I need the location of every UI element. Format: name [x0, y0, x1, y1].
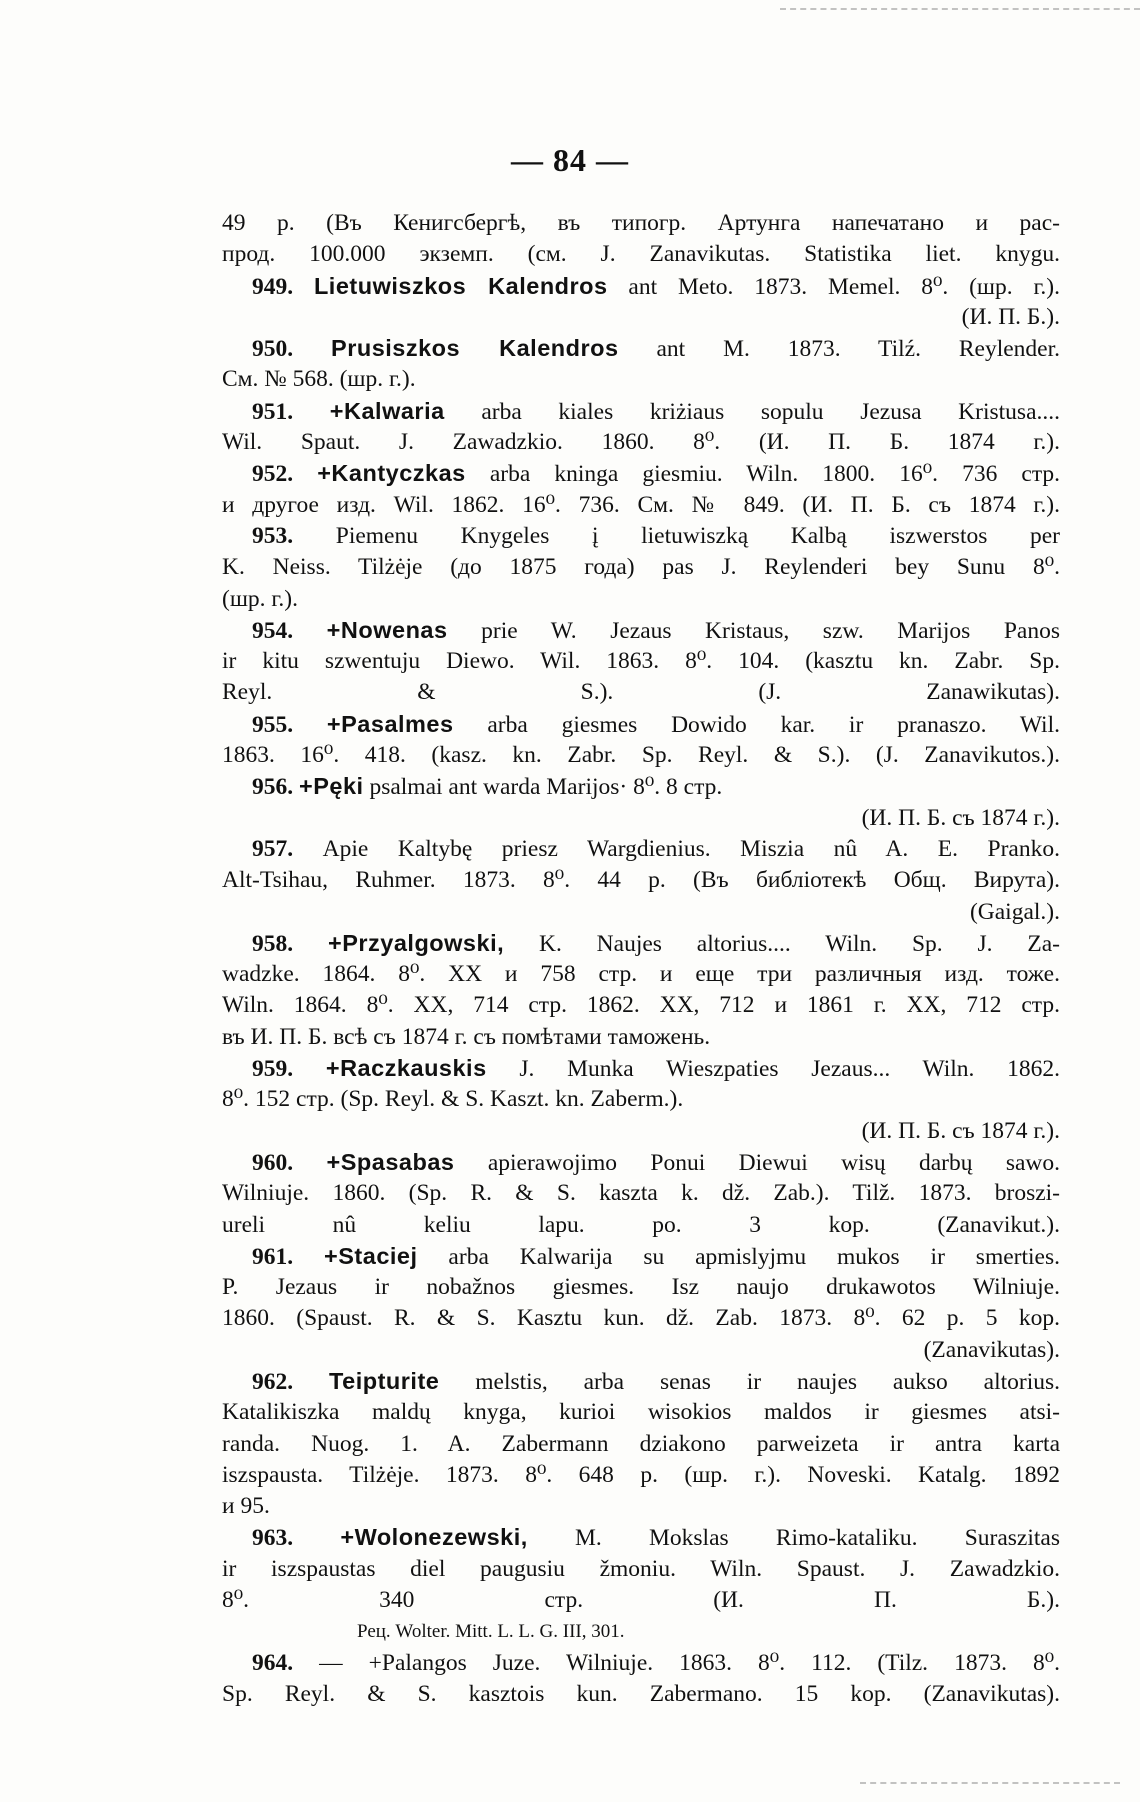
- text-line: [222, 1335, 1060, 1366]
- text-line: [222, 990, 1060, 1021]
- line-text: arba giesmes Dowido kar. ir pranaszo. Wil.: [453, 711, 1060, 738]
- line-text: 1860. (Spaust. R. & S. Kasztu kun. dž. Zab. 1873. 8⁰. 62 p. 5 kop.: [222, 1305, 1060, 1332]
- entry-title: Prusiszkos Kalendros: [331, 335, 619, 362]
- entry-number: 961.: [252, 1243, 325, 1270]
- line-text: 1863. 16⁰. 418. (kasz. kn. Zabr. Sp. Reyl. & S.). (J. Zanavikutos.).: [222, 742, 1060, 769]
- text-line: [222, 740, 1060, 771]
- entry-line: [222, 1053, 1060, 1084]
- text-line: [222, 1303, 1060, 1334]
- entry-line: [222, 709, 1060, 740]
- line-text: прод. 100.000 экземп. (см. J. Zanavikutas. Statistika liet. knygu.: [222, 241, 1060, 268]
- line-text: K. Neiss. Tilżėje (до 1875 года) pas J. Reylenderi bey Sunu 8⁰.: [222, 554, 1060, 581]
- entry-line: [222, 521, 1060, 552]
- text-line: [222, 1616, 1060, 1647]
- entry-line: [222, 458, 1060, 489]
- text-line: [222, 1679, 1060, 1710]
- text-line: [222, 1585, 1060, 1616]
- text-line: [222, 959, 1060, 990]
- entry-line: [222, 1147, 1060, 1178]
- line-text: (И. П. Б. съ 1874 г.).: [861, 804, 1060, 831]
- text-line: [222, 1460, 1060, 1491]
- line-text: Katalikiszka maldų knyga, kurioi wisokios maldos ir giesmes atsi-: [222, 1399, 1060, 1426]
- entry-number: 952.: [252, 461, 318, 488]
- text-line: [222, 1022, 1060, 1053]
- line-text: Sp. Reyl. & S. kasztois kun. Zabermano. 15 kop. (Zanavikutas).: [222, 1680, 1060, 1707]
- entry-line: [222, 333, 1060, 364]
- line-text: 8⁰. 340 стр. (И. П. Б.).: [222, 1587, 1060, 1614]
- line-text: apierawojimo Ponui Diewui wisų darbų sawo.: [454, 1149, 1060, 1176]
- entry-title: +Raczkauskis: [325, 1055, 487, 1082]
- entry-line: [222, 1648, 1060, 1679]
- entry-line: [222, 615, 1060, 646]
- line-text: — +Palangos Juze. Wilniuje. 1863. 8⁰. 112. (Tilz. 1873. 8⁰.: [319, 1649, 1060, 1676]
- line-text: ir kitu szwentuju Diewo. Wil. 1863. 8⁰. 104. (kasztu kn. Zabr. Sp.: [222, 648, 1060, 675]
- page-number: — 84 —: [511, 142, 629, 178]
- text-line: [222, 302, 1060, 333]
- entry-number: 962.: [252, 1368, 330, 1395]
- entry-number: 953.: [252, 522, 336, 549]
- entry-title: +Kalwaria: [329, 397, 445, 424]
- text-line: [222, 364, 1060, 395]
- line-text: ant Meto. 1873. Memel. 8⁰. (шр. г.).: [607, 273, 1060, 300]
- line-text: wadzke. 1864. 8⁰. XX и 758 стр. и еще три различныя изд. тоже.: [222, 961, 1060, 988]
- line-text: 49 p. (Въ Кенигсбергѣ, въ типогр. Артунга напечатано и рас-: [222, 210, 1060, 236]
- entry-number: 963.: [252, 1525, 341, 1552]
- line-text: psalmai ant warda Marijos· 8⁰. 8 стр.: [363, 774, 723, 801]
- entry-number: 957.: [252, 835, 323, 862]
- entry-title: +Pęki: [299, 773, 364, 800]
- entry-line: [222, 928, 1060, 959]
- line-text: randa. Nuog. 1. A. Zabermann dziakono parweizeta ir antra karta: [222, 1430, 1060, 1457]
- text-line: [222, 239, 1060, 270]
- entry-line: [222, 271, 1060, 302]
- line-text: Wilniuje. 1860. (Sp. R. & S. kaszta k. dž. Zab.). Tilž. 1873. broszi-: [222, 1180, 1060, 1207]
- line-text: Wil. Spaut. J. Zawadzkio. 1860. 8⁰. (И. П. Б. 1874 г.).: [222, 429, 1060, 456]
- text-line: [222, 490, 1060, 521]
- line-text: Reyl. & S.). (J. Zanawikutas).: [222, 679, 1060, 706]
- entry-number: 954.: [252, 617, 327, 644]
- line-text: K. Naujes altorius.... Wiln. Sp. J. Za-: [504, 930, 1060, 957]
- entry-number: 951.: [252, 398, 330, 425]
- line-text: ureli nû keliu lapu. po. 3 kop. (Zanavikut.).: [222, 1211, 1060, 1238]
- line-text: arba Kalwarija su apmislyjmu mukos ir smerties.: [417, 1243, 1060, 1270]
- text-line: [222, 1491, 1060, 1522]
- text-line: [222, 677, 1060, 708]
- line-text: 8⁰. 152 стр. (Sp. Reyl. & S. Kaszt. kn. Zaberm.).: [222, 1086, 684, 1113]
- entry-title: +Staciej: [324, 1242, 418, 1269]
- entry-number: 949.: [252, 273, 314, 300]
- entry-number: 958.: [252, 930, 328, 957]
- line-text: (шр. г.).: [222, 585, 298, 612]
- text-line: [222, 646, 1060, 677]
- line-text: Рец. Wolter. Mitt. L. L. G. III, 301.: [357, 1621, 625, 1643]
- scan-edge-top: [780, 0, 1140, 10]
- entry-line: [222, 834, 1060, 865]
- entry-number: 956.: [252, 774, 299, 801]
- line-text: P. Jezaus ir nobažnos giesmes. Isz naujo drukawotos Wilniuje.: [222, 1274, 1060, 1301]
- text-line: [222, 1429, 1060, 1460]
- text-line: [222, 584, 1060, 615]
- text-line: [222, 1554, 1060, 1585]
- line-text: (Zanavikutas).: [923, 1336, 1060, 1363]
- entry-number: 950.: [252, 336, 332, 363]
- entry-title: +Kantyczkas: [317, 460, 466, 487]
- entry-title: +Spasabas: [326, 1148, 455, 1175]
- text-line: [222, 1084, 1060, 1115]
- line-text: J. Munka Wieszpaties Jezaus... Wiln. 1862.: [486, 1056, 1060, 1083]
- text-line: [222, 1210, 1060, 1241]
- entry-title: +Nowenas: [326, 616, 448, 643]
- line-text: Piemenu Knygeles į lietuwiszką Kalbą iszwerstos per: [335, 522, 1060, 549]
- entry-line: [222, 771, 1060, 802]
- entry-title: +Wolonezewski,: [340, 1524, 528, 1551]
- text-line: [222, 427, 1060, 458]
- text-line: [222, 865, 1060, 896]
- line-text: и другое изд. Wil. 1862. 16⁰. 736. См. № 849. (И. П. Б. съ 1874 г.).: [222, 491, 1060, 518]
- text-line: [222, 1272, 1060, 1303]
- entry-title: +Pasalmes: [326, 710, 454, 737]
- text-line: [222, 803, 1060, 834]
- line-text: ir iszspaustas diel paugusiu žmoniu. Wiln. Spaust. J. Zawadzkio.: [222, 1555, 1060, 1582]
- line-text: prie W. Jezaus Kristaus, szw. Marijos Panos: [447, 617, 1060, 644]
- entry-number: 959.: [252, 1056, 326, 1083]
- line-text: Alt-Tsihau, Ruhmer. 1873. 8⁰. 44 p. (Въ библіотекѣ Общ. Вирута).: [222, 867, 1060, 894]
- entry-line: [222, 1241, 1060, 1272]
- line-text: Wiln. 1864. 8⁰. XX, 714 стр. 1862. XX, 712 и 1861 г. XX, 712 стр.: [222, 992, 1060, 1019]
- line-text: (И. П. Б. съ 1874 г.).: [861, 1117, 1060, 1144]
- entry-number: 955.: [252, 711, 327, 738]
- line-text: (Gaigal.).: [969, 898, 1060, 925]
- line-text: въ И. П. Б. всѣ съ 1874 г. съ помѣтами таможень.: [222, 1023, 711, 1050]
- line-text: (И. П. Б.).: [961, 303, 1060, 330]
- entry-title: Lietuwiszkos Kalendros: [313, 272, 608, 299]
- entry-number: 960.: [252, 1149, 327, 1176]
- text-line: [222, 552, 1060, 583]
- line-text: arba kiales kriżiaus sopulu Jezusa Kristusa....: [444, 398, 1060, 425]
- entry-title: +Przyalgowski,: [327, 929, 505, 956]
- line-text: Apie Kaltybę priesz Wargdienius. Miszia nû A. E. Pranko.: [322, 835, 1060, 862]
- line-text: и 95.: [222, 1493, 270, 1520]
- line-text: ant M. 1873. Tilź. Reylender.: [618, 336, 1060, 363]
- text-line: [222, 897, 1060, 928]
- line-text: iszspausta. Tilżėje. 1873. 8⁰. 648 p. (шр. г.). Noveski. Katalg. 1892: [222, 1461, 1060, 1488]
- line-text: melstis, arba senas ir naujes aukso altorius.: [439, 1368, 1060, 1395]
- line-text: M. Mokslas Rimo-kataliku. Suraszitas: [527, 1525, 1060, 1552]
- line-text: arba kninga giesmiu. Wiln. 1800. 16⁰. 736 стр.: [465, 461, 1060, 488]
- entry-title: Teipturite: [329, 1367, 440, 1394]
- entry-line: [222, 1522, 1060, 1553]
- line-text: См. № 568. (шр. г.).: [222, 366, 416, 393]
- text-line: [222, 208, 1060, 239]
- text-body: [222, 208, 1060, 1710]
- entry-number: 964.: [252, 1649, 320, 1676]
- scan-edge-bottom: [860, 1782, 1120, 1792]
- entry-line: [222, 396, 1060, 427]
- text-line: [222, 1397, 1060, 1428]
- entry-line: [222, 1366, 1060, 1397]
- text-line: [222, 1178, 1060, 1209]
- text-line: [222, 1116, 1060, 1147]
